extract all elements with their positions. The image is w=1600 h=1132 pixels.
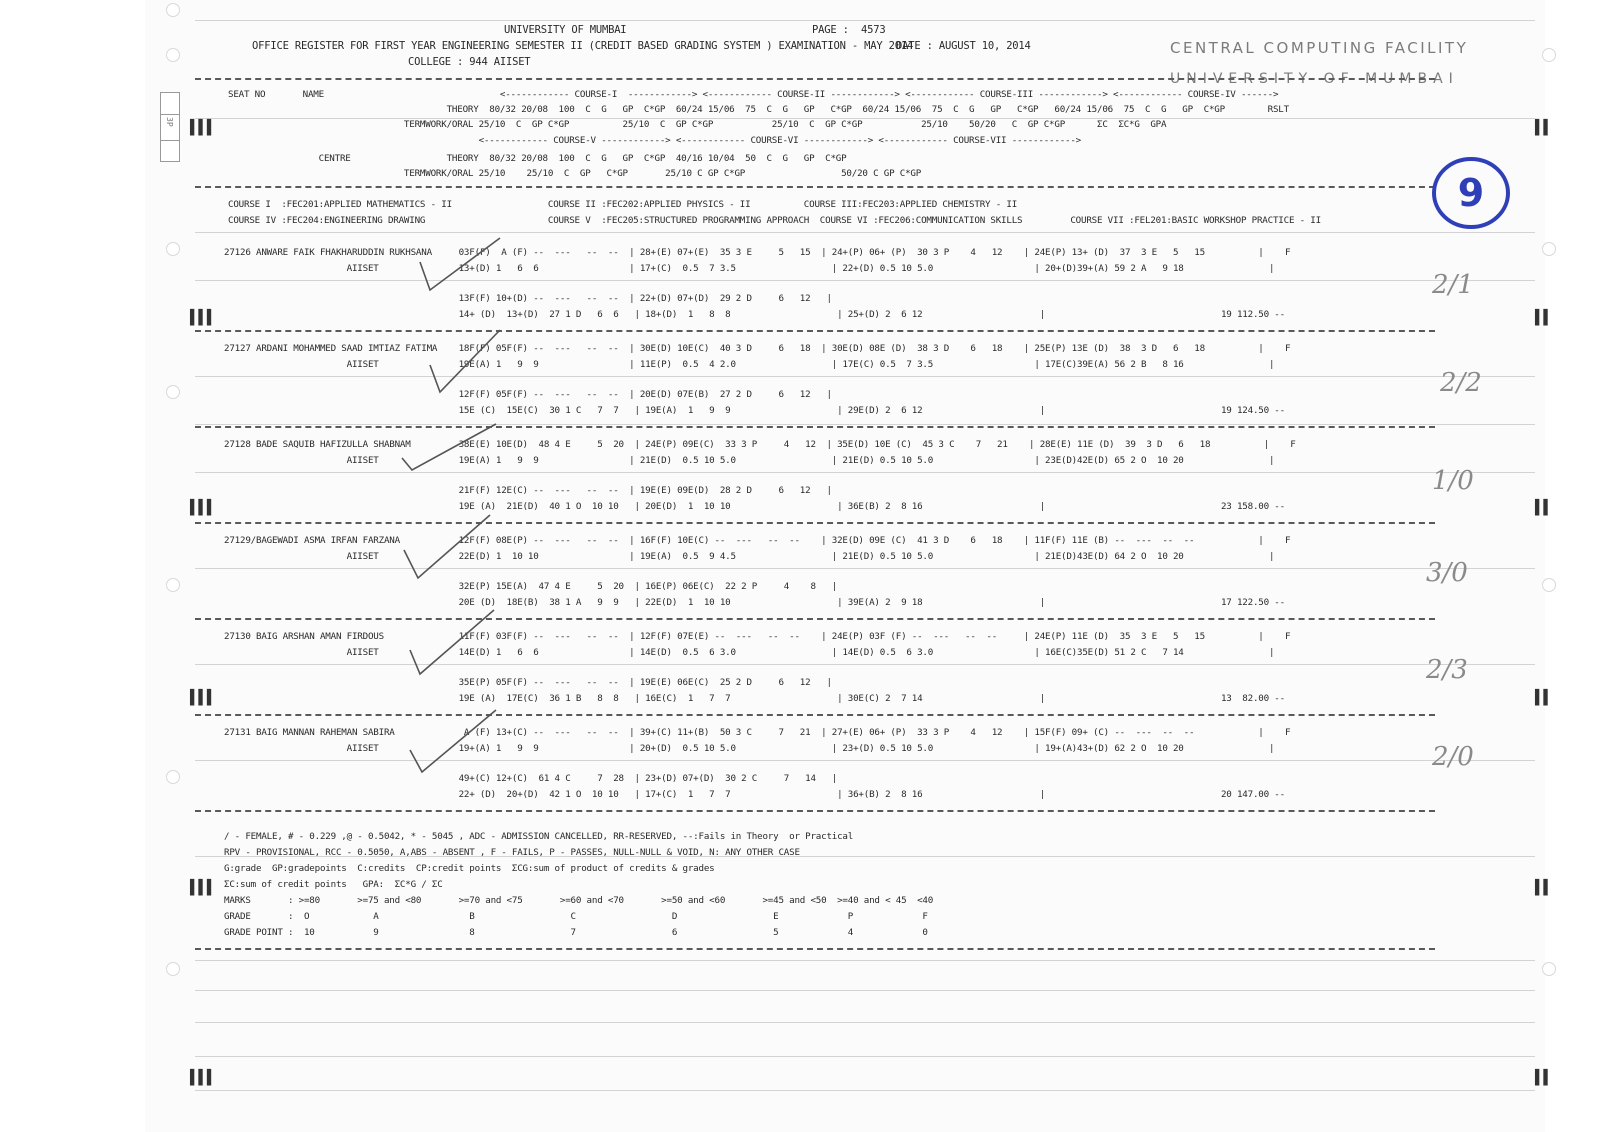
margin-mark: ▌▌▌ (190, 310, 216, 326)
legend-line: MARKS : >=80 >=75 and <80 >=70 and <75 >=60 and <70 >=50 and <60 >=45 and <50 >=40 and < 45 <40 (224, 895, 934, 906)
side-mark: 3P (165, 117, 174, 127)
record-line: 13F(F) 10+(D) -- --- -- -- | 22+(D) 07+(D) 29 2 D 6 12 | (224, 293, 832, 304)
margin-mark: ▌▌▌ (190, 1070, 216, 1086)
record-line: 27126 ANWARE FAIK FHAKHARUDDIN RUKHSANA 03F(F) A (F) -- --- -- -- | 28+(E) 07+(E) 35 3 E 5 15 | 24+(P) 06+ (P) 30 3 P 4 12 | 24E(P) 13+ (D) 37 3 E 5 15 | F (224, 247, 1291, 258)
column-header-row: CENTRE THEORY 80/32 20/08 100 C G GP C*GP 40/16 10/04 50 C G GP C*GP (228, 153, 847, 164)
handwritten-mark: 1/0 (1432, 466, 1474, 496)
margin-mark: ▌▌ (1535, 690, 1552, 706)
record-line: 27128 BADE SAQUIB HAFIZULLA SHABNAM 38E(E) 10E(D) 48 4 E 5 20 | 24E(P) 09E(C) 33 3 P 4 12 | 35E(D) 10E (C) 45 3 C 7 21 | 28E(E) 11E (D) 39 3 D 6 18 | F (224, 439, 1296, 450)
column-header-row: <------------ COURSE-V ------------> <------------ COURSE-VI ------------> <------------ COURSE-VII ------------> (228, 135, 1082, 146)
column-header-row: TERMWORK/ORAL 25/10 C GP C*GP 25/10 C GP C*GP 25/10 C GP C*GP 25/10 50/20 C GP C*GP ΣC ΣC*G GPA (228, 119, 1167, 130)
record-line: AIISET 22E(D) 1 10 10 | 19E(A) 0.5 9 4.5 | 21E(D) 0.5 10 5.0 | 21E(D)43E(D) 64 2 O 10 20 | (224, 551, 1275, 562)
margin-mark: ▌▌▌ (190, 500, 216, 516)
legend-line: GRADE POINT : 10 9 8 7 6 5 4 0 (224, 927, 928, 938)
handwritten-mark: 2/1 (1432, 270, 1474, 300)
record-line: AIISET 13+(D) 1 6 6 | 17+(C) 0.5 7 3.5 | 22+(D) 0.5 10 5.0 | 20+(D)39+(A) 59 2 A 9 18 | (224, 263, 1275, 274)
handwritten-mark: 2/0 (1432, 742, 1474, 772)
check-mark-icon (410, 610, 494, 674)
record-line: 14+ (D) 13+(D) 27 1 D 6 6 | 18+(D) 1 8 8 | 25+(D) 2 6 12 | 19 112.50 -- (224, 309, 1285, 320)
check-mark-icon (430, 330, 500, 392)
record-line: 22+ (D) 20+(D) 42 1 O 10 10 | 17+(C) 1 7 7 | 36+(B) 2 8 16 | 20 147.00 -- (224, 789, 1285, 800)
record-line: AIISET 14E(D) 1 6 6 | 14E(D) 0.5 6 3.0 | 14E(D) 0.5 6 3.0 | 16E(C)35E(D) 51 2 C 7 14 | (224, 647, 1275, 658)
record-line: 15E (C) 15E(C) 30 1 C 7 7 | 19E(A) 1 9 9 | 29E(D) 2 6 12 | 19 124.50 -- (224, 405, 1285, 416)
legend-line: G:grade GP:gradepoints C:credits CP:credit points ΣCG:sum of product of credits & grades (224, 863, 715, 874)
legend-line: RPV - PROVISIONAL, RCC - 0.5050, A,ABS - ABSENT , F - FAILS, P - PASSES, NULL-NULL & VOID, N: ANY OTHER CASE (224, 847, 800, 858)
university-title: UNIVERSITY OF MUMBAI (504, 24, 627, 36)
ccf-subtitle: UNIVERSITY OF MUMBAI (1170, 71, 1459, 87)
record-line: 27131 BAIG MANNAN RAHEMAN SABIRA A (F) 13+(C) -- --- -- -- | 39+(C) 11+(B) 50 3 C 7 21 | 27+(E) 06+ (P) 33 3 P 4 12 | 15F(F) 09+ (C) -- --- -- -- | F (224, 727, 1291, 738)
register-title: OFFICE REGISTER FOR FIRST YEAR ENGINEERING SEMESTER II (CREDIT BASED GRADING SYSTEM ) EXAMINATION - MAY 2014 (252, 40, 914, 52)
record-line: 19E (A) 17E(C) 36 1 B 8 8 | 16E(C) 1 7 7 | 30E(C) 2 7 14 | 13 82.00 -- (224, 693, 1285, 704)
margin-mark: ▌▌ (1535, 120, 1552, 136)
record-line: 12F(F) 05F(F) -- --- -- -- | 20E(D) 07E(B) 27 2 D 6 12 | (224, 389, 832, 400)
separator (195, 948, 1435, 950)
record-line: 35E(P) 05F(F) -- --- -- -- | 19E(E) 06E(C) 25 2 D 6 12 | (224, 677, 832, 688)
ccf-title: CENTRAL COMPUTING FACILITY (1170, 39, 1469, 57)
record-line: AIISET 19+(A) 1 9 9 | 20+(D) 0.5 10 5.0 | 23+(D) 0.5 10 5.0 | 19+(A)43+(D) 62 2 O 10 20 | (224, 743, 1275, 754)
record-line: 27130 BAIG ARSHAN AMAN FIRDOUS 11F(F) 03F(F) -- --- -- -- | 12F(F) 07E(E) -- --- -- -- | 24E(P) 03F (F) -- --- -- -- | 24E(P) 11E (D) 35 3 E 5 15 | F (224, 631, 1291, 642)
margin-mark: ▌▌ (1535, 880, 1552, 896)
register-date: DATE : AUGUST 10, 2014 (896, 40, 1031, 52)
handwritten-mark: 2/3 (1426, 655, 1468, 685)
column-header-row: TERMWORK/ORAL 25/10 25/10 C GP C*GP 25/10 C GP C*GP 50/20 C GP C*GP (228, 168, 922, 179)
record-line: 27127 ARDANI MOHAMMED SAAD IMTIAZ FATIMA 18F(F) 05F(F) -- --- -- -- | 30E(D) 10E(C) 40 3 D 6 18 | 30E(D) 08E (D) 38 3 D 6 18 | 25E(P) 13E (D) 38 3 D 6 18 | F (224, 343, 1291, 354)
record-line: 27129/BAGEWADI ASMA IRFAN FARZANA 12F(F) 08E(P) -- --- -- -- | 16F(F) 10E(C) -- --- -- -- | 32E(D) 09E (C) 41 3 D 6 18 | 11F(F) 11E (B) -- --- -- -- | F (224, 535, 1291, 546)
margin-mark: ▌▌ (1535, 500, 1552, 516)
course-legend: COURSE IV :FEC204:ENGINEERING DRAWING COURSE V :FEC205:STRUCTURED PROGRAMMING APPROACH COURSE VI :FEC206:COMMUNICATION SKILLS COURSE VII :FEL201:BASIC WORKSHOP PRACTICE - II (228, 215, 1321, 226)
record-line: 19E (A) 21E(D) 40 1 O 10 10 | 20E(D) 1 10 10 | 36E(B) 2 8 16 | 23 158.00 -- (224, 501, 1285, 512)
margin-mark: ▌▌ (1535, 310, 1552, 326)
legend-line: / - FEMALE, # - 0.229 ,@ - 0.5042, * - 5045 , ADC - ADMISSION CANCELLED, RR-RESERVED, --:Fails in Theory or Practical (224, 831, 854, 842)
column-header-row: THEORY 80/32 20/08 100 C G GP C*GP 60/24 15/06 75 C G GP C*GP 60/24 15/06 75 C G GP C*GP 60/24 15/06 75 C G GP C*GP RSLT (228, 104, 1289, 115)
record-line: AIISET 19E(A) 1 9 9 | 21E(D) 0.5 10 5.0 | 21E(D) 0.5 10 5.0 | 23E(D)42E(D) 65 2 O 10 20 | (224, 455, 1275, 466)
check-mark-icon (404, 515, 490, 578)
margin-mark: ▌▌ (1535, 1070, 1552, 1086)
legend-line: GRADE : O A B C D E P F (224, 911, 928, 922)
check-mark-icon (420, 238, 500, 290)
course-legend: COURSE I :FEC201:APPLIED MATHEMATICS - II COURSE II :FEC202:APPLIED PHYSICS - II COURSE III:FEC203:APPLIED CHEMISTRY - II (228, 199, 1018, 210)
handwritten-mark: 3/0 (1426, 558, 1468, 588)
margin-mark: ▌▌▌ (190, 880, 216, 896)
record-line: 49+(C) 12+(C) 61 4 C 7 28 | 23+(D) 07+(D) 30 2 C 7 14 | (224, 773, 838, 784)
column-header-row: SEAT NO NAME <------------ COURSE-I ------------> <------------ COURSE-II ------------> <------------ COURSE-III ------------> <------------ COURSE-IV ------> (228, 89, 1279, 100)
check-mark-icon (402, 424, 496, 470)
check-mark-icon (410, 710, 496, 772)
record-line: 21F(F) 12E(C) -- --- -- -- | 19E(E) 09E(D) 28 2 D 6 12 | (224, 485, 832, 496)
college: COLLEGE : 944 AIISET (408, 56, 531, 68)
legend-line: ΣC:sum of credit points GPA: ΣC*G / ΣC (224, 879, 443, 890)
handwritten-mark: 2/2 (1440, 368, 1482, 398)
record-line: AIISET 19E(A) 1 9 9 | 11E(P) 0.5 4 2.0 | 17E(C) 0.5 7 3.5 | 17E(C)39E(A) 56 2 B 8 16 | (224, 359, 1275, 370)
page-number: PAGE : 4573 (812, 24, 886, 36)
circled-number: 9 (1457, 171, 1485, 215)
margin-mark: ▌▌▌ (190, 690, 216, 706)
record-line: 20E (D) 18E(B) 38 1 A 9 9 | 22E(D) 1 10 10 | 39E(A) 2 9 18 | 17 122.50 -- (224, 597, 1285, 608)
record-line: 32E(P) 15E(A) 47 4 E 5 20 | 16E(P) 06E(C) 22 2 P 4 8 | (224, 581, 838, 592)
margin-mark: ▌▌▌ (190, 120, 216, 136)
